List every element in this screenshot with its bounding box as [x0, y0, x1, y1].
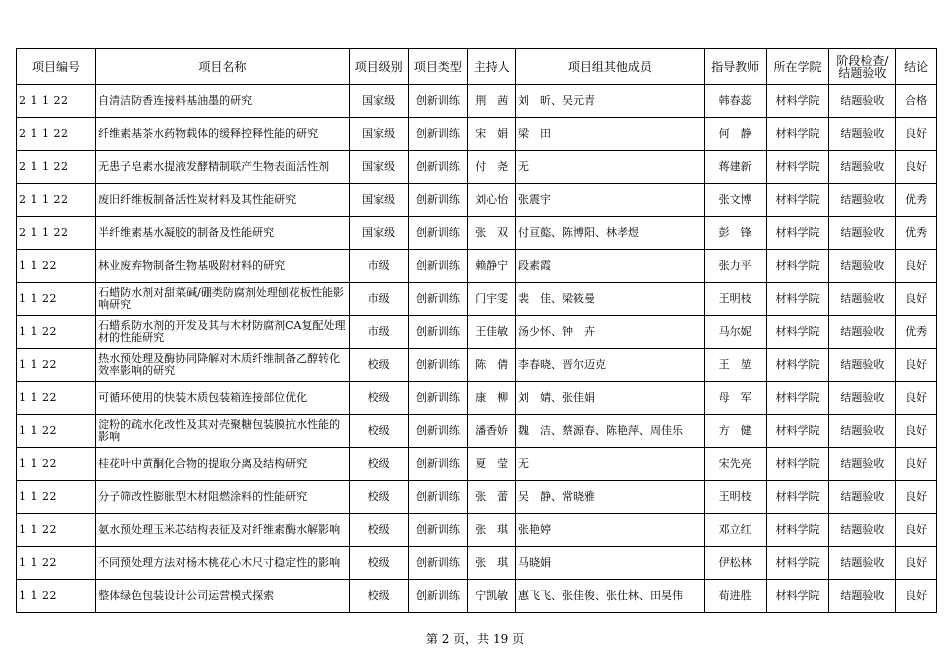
- project-college: 材料学院: [766, 151, 829, 184]
- project-name: 淀粉的疏水化改性及其对壳聚糖包装膜抗水性能的影响: [96, 415, 350, 448]
- project-name: 整体绿色包装设计公司运营模式探索: [96, 580, 350, 613]
- project-level: 市级: [349, 250, 408, 283]
- project-check: 结题验收: [829, 514, 896, 547]
- project-college: 材料学院: [766, 316, 829, 349]
- project-check: 结题验收: [829, 283, 896, 316]
- table-row: [17, 349, 937, 382]
- project-type: 创新训练: [408, 118, 468, 151]
- table-row: [17, 250, 937, 283]
- project-college: 材料学院: [766, 514, 829, 547]
- project-level: 校级: [349, 448, 408, 481]
- project-host: 潘香娇: [468, 415, 516, 448]
- project-name: 分子筛改性膨胀型木材阻燃涂料的性能研究: [96, 481, 350, 514]
- project-level: 校级: [349, 349, 408, 382]
- project-name: 林业废弃物制备生物基吸附材料的研究: [96, 250, 350, 283]
- project-code: 1 1 22: [17, 382, 96, 415]
- project-advisor: 宋先亮: [704, 448, 766, 481]
- project-advisor: 张文博: [704, 184, 766, 217]
- project-code: 2 1 1 22: [17, 85, 96, 118]
- project-level: 校级: [349, 514, 408, 547]
- project-level: 校级: [349, 415, 408, 448]
- project-check: 结题验收: [829, 349, 896, 382]
- header-advisor: 指导教师: [704, 49, 766, 85]
- project-name: 可循环使用的快装木质包装箱连接部位优化: [96, 382, 350, 415]
- project-members: 无: [516, 448, 705, 481]
- project-members: 张震宇: [516, 184, 705, 217]
- project-name: 石蜡防水剂对甜菜碱/硼类防腐剂处理刨花板性能影响研究: [96, 283, 350, 316]
- project-advisor: 何 静: [704, 118, 766, 151]
- table-row: [17, 217, 937, 250]
- project-college: 材料学院: [766, 547, 829, 580]
- project-type: 创新训练: [408, 580, 468, 613]
- project-result: 良好: [896, 415, 937, 448]
- project-college: 材料学院: [766, 283, 829, 316]
- project-result: 合格: [896, 85, 937, 118]
- project-college: 材料学院: [766, 118, 829, 151]
- project-type: 创新训练: [408, 514, 468, 547]
- project-college: 材料学院: [766, 85, 829, 118]
- project-code: 2 1 1 22: [17, 217, 96, 250]
- project-host: 康 柳: [468, 382, 516, 415]
- project-advisor: 蒋建新: [704, 151, 766, 184]
- project-name: 废旧纤维板制备活性炭材料及其性能研究: [96, 184, 350, 217]
- project-members: 无: [516, 151, 705, 184]
- table-row: [17, 514, 937, 547]
- project-host: 宋 娟: [468, 118, 516, 151]
- project-host: 门宇雯: [468, 283, 516, 316]
- project-name: 自清洁防香连接料基油墨的研究: [96, 85, 350, 118]
- table-row: [17, 415, 937, 448]
- project-level: 国家级: [349, 151, 408, 184]
- table-row: [17, 118, 937, 151]
- project-advisor: 王 堃: [704, 349, 766, 382]
- project-host: 夏 莹: [468, 448, 516, 481]
- project-result: 良好: [896, 547, 937, 580]
- project-code: 2 1 1 22: [17, 151, 96, 184]
- project-level: 校级: [349, 481, 408, 514]
- project-code: 2 1 1 22: [17, 118, 96, 151]
- project-host: 刘心怡: [468, 184, 516, 217]
- project-table: [16, 48, 937, 613]
- project-college: 材料学院: [766, 580, 829, 613]
- project-check: 结题验收: [829, 547, 896, 580]
- project-type: 创新训练: [408, 448, 468, 481]
- project-members: 魏 洁、蔡源春、陈艳萍、周佳乐: [516, 415, 705, 448]
- project-name: 无患子皂素水提液发酵精制联产生物表面活性剂: [96, 151, 350, 184]
- project-check: 结题验收: [829, 85, 896, 118]
- project-advisor: 伊松林: [704, 547, 766, 580]
- project-check: 结题验收: [829, 118, 896, 151]
- header-host: 主持人: [468, 49, 516, 85]
- project-level: 国家级: [349, 184, 408, 217]
- project-members: 张艳婷: [516, 514, 705, 547]
- project-code: 2 1 1 22: [17, 184, 96, 217]
- project-advisor: 方 健: [704, 415, 766, 448]
- project-members: 刘 昕、吴元青: [516, 85, 705, 118]
- project-advisor: 彭 锋: [704, 217, 766, 250]
- project-members: 惠飞飞、张佳俊、张仕林、田昊伟: [516, 580, 705, 613]
- project-advisor: 韩春蕊: [704, 85, 766, 118]
- project-type: 创新训练: [408, 481, 468, 514]
- project-check: 结题验收: [829, 481, 896, 514]
- project-code: 1 1 22: [17, 283, 96, 316]
- table-row: [17, 382, 937, 415]
- table-body: [17, 85, 937, 613]
- project-type: 创新训练: [408, 250, 468, 283]
- project-college: 材料学院: [766, 250, 829, 283]
- project-college: 材料学院: [766, 382, 829, 415]
- project-type: 创新训练: [408, 547, 468, 580]
- project-code: 1 1 22: [17, 316, 96, 349]
- project-check: 结题验收: [829, 316, 896, 349]
- project-name: 半纤维素基水凝胶的制备及性能研究: [96, 217, 350, 250]
- project-type: 创新训练: [408, 415, 468, 448]
- project-members: 吴 静、常晓雅: [516, 481, 705, 514]
- table-row: [17, 151, 937, 184]
- project-members: 刘 婧、张佳娟: [516, 382, 705, 415]
- project-result: 良好: [896, 580, 937, 613]
- table-row: [17, 316, 937, 349]
- project-advisor: 王明枝: [704, 283, 766, 316]
- project-host: 宁凯敏: [468, 580, 516, 613]
- project-type: 创新训练: [408, 349, 468, 382]
- project-host: 付 尧: [468, 151, 516, 184]
- project-result: 良好: [896, 250, 937, 283]
- project-members: 梁 田: [516, 118, 705, 151]
- header-name: 项目名称: [96, 49, 350, 85]
- project-code: 1 1 22: [17, 349, 96, 382]
- project-college: 材料学院: [766, 184, 829, 217]
- table-row: [17, 283, 937, 316]
- project-code: 1 1 22: [17, 481, 96, 514]
- table-row: [17, 85, 937, 118]
- project-type: 创新训练: [408, 217, 468, 250]
- project-college: 材料学院: [766, 415, 829, 448]
- project-result: 良好: [896, 481, 937, 514]
- header-members: 项目组其他成员: [516, 49, 705, 85]
- project-code: 1 1 22: [17, 514, 96, 547]
- table-row: [17, 580, 937, 613]
- project-result: 良好: [896, 382, 937, 415]
- project-code: 1 1 22: [17, 415, 96, 448]
- project-college: 材料学院: [766, 448, 829, 481]
- project-check: 结题验收: [829, 580, 896, 613]
- project-advisor: 张力平: [704, 250, 766, 283]
- project-code: 1 1 22: [17, 448, 96, 481]
- header-college: 所在学院: [766, 49, 829, 85]
- project-result: 优秀: [896, 217, 937, 250]
- project-name: 氨水预处理玉米芯结构表征及对纤维素酶水解影响: [96, 514, 350, 547]
- project-check: 结题验收: [829, 382, 896, 415]
- header-code: 项目编号: [17, 49, 96, 85]
- project-result: 良好: [896, 448, 937, 481]
- project-code: 1 1 22: [17, 250, 96, 283]
- header-result: 结论: [896, 49, 937, 85]
- project-check: 结题验收: [829, 448, 896, 481]
- project-level: 校级: [349, 580, 408, 613]
- project-type: 创新训练: [408, 184, 468, 217]
- project-check: 结题验收: [829, 250, 896, 283]
- project-code: 1 1 22: [17, 547, 96, 580]
- project-advisor: 邓立红: [704, 514, 766, 547]
- table-row: [17, 547, 937, 580]
- project-type: 创新训练: [408, 283, 468, 316]
- header-check: 阶段检查/结题验收: [829, 49, 896, 85]
- project-check: 结题验收: [829, 415, 896, 448]
- project-result: 良好: [896, 283, 937, 316]
- header-row: [17, 49, 937, 85]
- project-college: 材料学院: [766, 217, 829, 250]
- project-host: 王佳敏: [468, 316, 516, 349]
- table-row: [17, 481, 937, 514]
- project-type: 创新训练: [408, 316, 468, 349]
- page-footer: 第 2 页，共 19 页: [425, 632, 525, 646]
- project-check: 结题验收: [829, 217, 896, 250]
- project-advisor: 马尔妮: [704, 316, 766, 349]
- project-type: 创新训练: [408, 85, 468, 118]
- project-result: 优秀: [896, 316, 937, 349]
- project-advisor: 荀进胜: [704, 580, 766, 613]
- project-result: 良好: [896, 151, 937, 184]
- project-members: 马晓娟: [516, 547, 705, 580]
- project-name: 桂花叶中黄酮化合物的提取分离及结构研究: [96, 448, 350, 481]
- project-members: 段素霞: [516, 250, 705, 283]
- project-college: 材料学院: [766, 349, 829, 382]
- project-college: 材料学院: [766, 481, 829, 514]
- project-host: 陈 倩: [468, 349, 516, 382]
- project-level: 国家级: [349, 85, 408, 118]
- header-level: 项目级别: [349, 49, 408, 85]
- project-host: 张 琪: [468, 547, 516, 580]
- project-result: 良好: [896, 118, 937, 151]
- project-members: 裴 佳、梁筱曼: [516, 283, 705, 316]
- table-row: [17, 184, 937, 217]
- project-level: 市级: [349, 283, 408, 316]
- project-level: 市级: [349, 316, 408, 349]
- project-result: 良好: [896, 349, 937, 382]
- project-check: 结题验收: [829, 151, 896, 184]
- project-code: 1 1 22: [17, 580, 96, 613]
- project-level: 国家级: [349, 217, 408, 250]
- project-name: 石蜡系防水剂的开发及其与木材防腐剂CA复配处理材的性能研究: [96, 316, 350, 349]
- header-type: 项目类型: [408, 49, 468, 85]
- project-members: 李春晓、晋尔迈克: [516, 349, 705, 382]
- project-name: 纤维素基茶水药物载体的缓释控释性能的研究: [96, 118, 350, 151]
- project-advisor: 母 军: [704, 382, 766, 415]
- project-name: 不同预处理方法对杨木桃花心木尺寸稳定性的影响: [96, 547, 350, 580]
- project-result: 优秀: [896, 184, 937, 217]
- project-host: 张 双: [468, 217, 516, 250]
- project-result: 良好: [896, 514, 937, 547]
- project-level: 国家级: [349, 118, 408, 151]
- table-row: [17, 448, 937, 481]
- project-members: 付亘㦤、陈博阳、林孝煜: [516, 217, 705, 250]
- project-type: 创新训练: [408, 382, 468, 415]
- project-host: 赖静宁: [468, 250, 516, 283]
- project-members: 汤少怀、钟 卉: [516, 316, 705, 349]
- project-advisor: 王明枝: [704, 481, 766, 514]
- project-check: 结题验收: [829, 184, 896, 217]
- project-level: 校级: [349, 547, 408, 580]
- project-level: 校级: [349, 382, 408, 415]
- project-host: 张 琪: [468, 514, 516, 547]
- project-host: 张 蕾: [468, 481, 516, 514]
- project-host: 荆 茜: [468, 85, 516, 118]
- project-type: 创新训练: [408, 151, 468, 184]
- project-name: 热水预处理及酶协同降解对木质纤维制备乙醇转化效率影响的研究: [96, 349, 350, 382]
